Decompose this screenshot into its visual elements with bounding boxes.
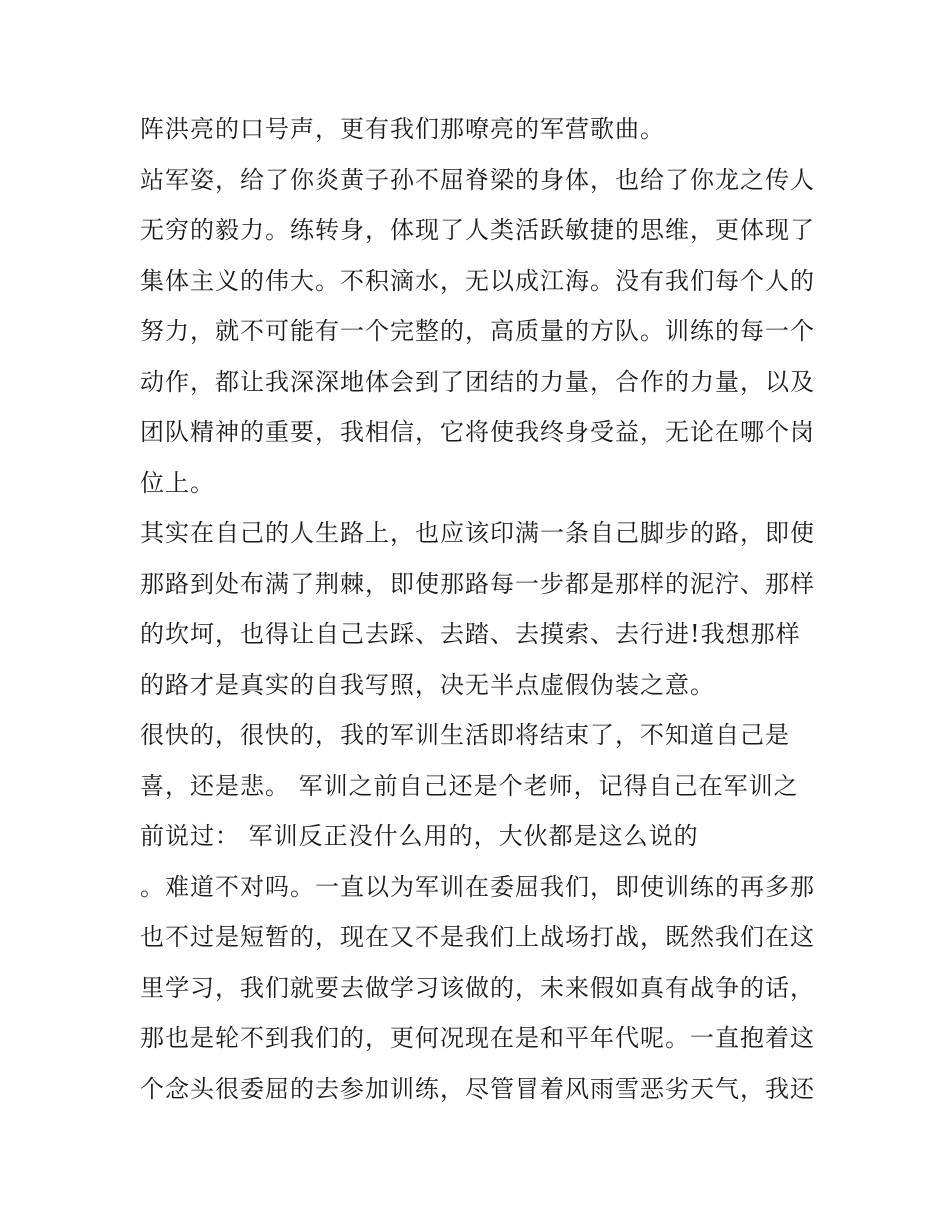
text-line: 动作，都让我深深地体会到了团结的力量，合作的力量，以及 <box>140 368 815 396</box>
text-line: 团队精神的重要，我相信，它将使我终身受益，无论在哪个岗 <box>140 418 815 446</box>
text-line: 那路到处布满了荆棘，即使那路每一步都是那样的泥泞、那样 <box>140 570 815 598</box>
text-line: 站军姿，给了你炎黄子孙不屈脊梁的身体，也给了你龙之传人 <box>140 166 815 194</box>
text-line: 那也是轮不到我们的，更何况现在是和平年代呢。一直抱着这 <box>140 1024 815 1052</box>
text-line: 也不过是短暂的，现在又不是我们上战场打战，既然我们在这 <box>140 923 815 951</box>
text-line: 无穷的毅力。练转身，体现了人类活跃敏捷的思维，更体现了 <box>140 216 815 244</box>
text-line: 很快的，很快的，我的军训生活即将结束了，不知道自己是 <box>140 721 790 749</box>
text-line: 努力，就不可能有一个完整的，高质量的方队。训练的每一个 <box>140 317 815 345</box>
text-line: 位上。 <box>140 469 215 497</box>
text-line: 的坎坷，也得让自己去踩、去踏、去摸索、去行进!我想那样 <box>140 620 801 648</box>
text-line: 喜，还是悲。 军训之前自己还是个老师，记得自己在军训之 <box>140 772 799 800</box>
text-line: 其实在自己的人生路上，也应该印满一条自己脚步的路，即使 <box>140 519 815 547</box>
text-line: 集体主义的伟大。不积滴水，无以成江海。没有我们每个人的 <box>140 267 815 295</box>
text-line: 个念头很委屈的去参加训练，尽管冒着风雨雪恶劣天气，我还 <box>140 1075 815 1103</box>
text-line: 。难道不对吗。一直以为军训在委屈我们，即使训练的再多那 <box>140 873 815 901</box>
text-line: 前说过： 军训反正没什么用的，大伙都是这么说的 <box>140 822 699 850</box>
text-line: 里学习，我们就要去做学习该做的，未来假如真有战争的话， <box>140 974 815 1002</box>
text-line: 阵洪亮的口号声，更有我们那嘹亮的军营歌曲。 <box>140 115 665 143</box>
text-line: 的路才是真实的自我写照，决无半点虚假伪装之意。 <box>140 671 715 699</box>
